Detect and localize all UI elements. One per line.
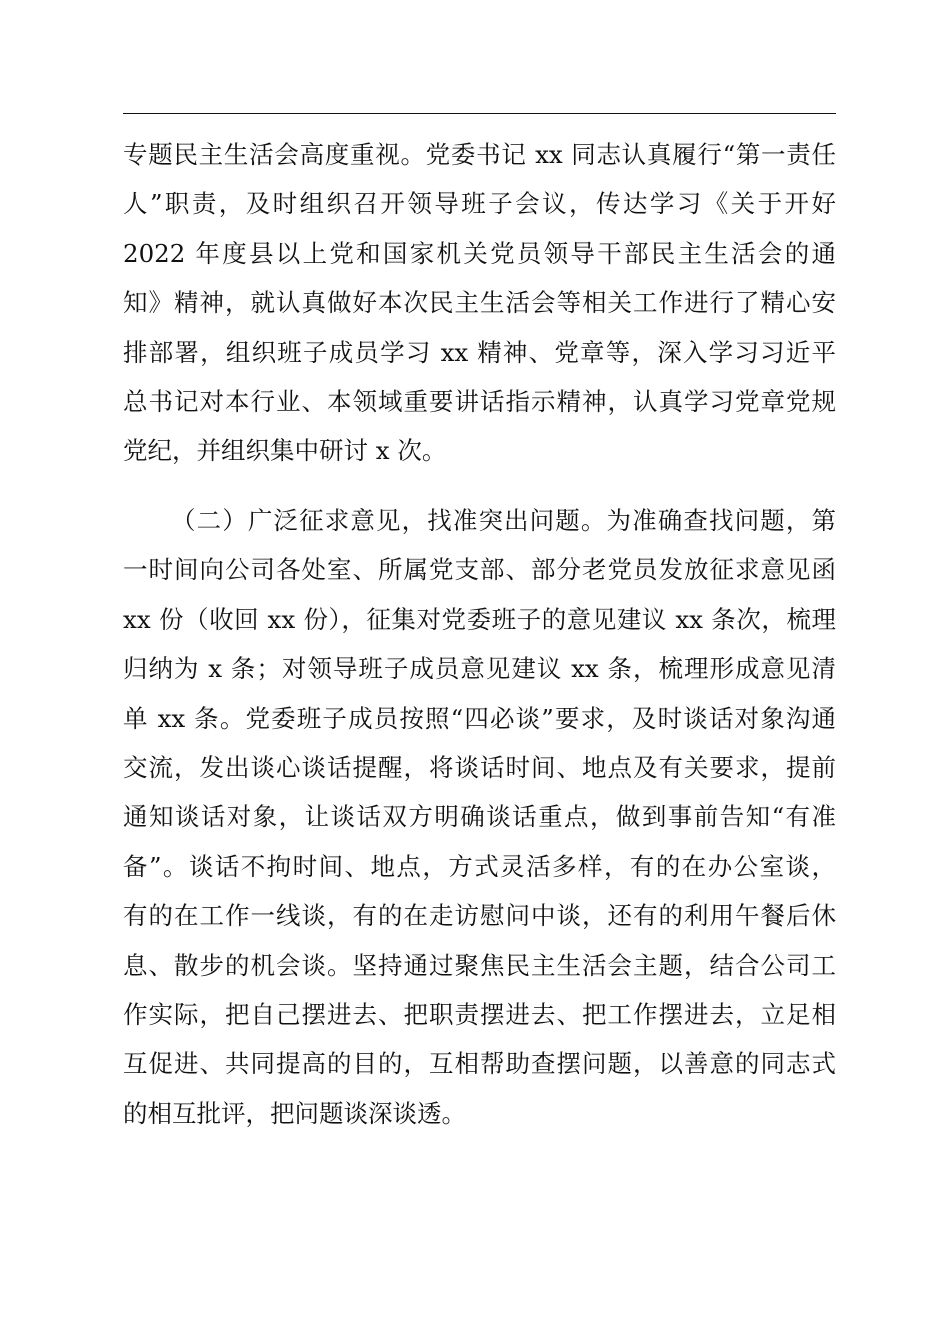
text-line: 单 xx 条。党委班子成员按照“四必谈”要求，及时谈话对象沟通 — [123, 703, 836, 733]
text-line: 通知谈话对象，让谈话双方明确谈话重点，做到事前告知“有准 — [123, 802, 836, 832]
text-line: 息、散步的机会谈。坚持通过聚焦民主生活会主题，结合公司工 — [123, 950, 836, 980]
text-line: 专题民主生活会高度重视。党委书记 xx 同志认真履行“第一责任 — [123, 140, 836, 169]
text-line: 归纳为 x 条；对领导班子成员意见建议 xx 条，梳理形成意见清 — [123, 654, 836, 684]
text-line: 的相互批评，把问题谈深谈透。 — [123, 1098, 466, 1128]
text-line: 备”。谈话不拘时间、地点，方式灵活多样，有的在办公室谈， — [123, 851, 836, 881]
paragraph-2 — [123, 496, 836, 1138]
text-line: 知》精神，就认真做好本次民主生活会等相关工作进行了精心安 — [123, 288, 836, 318]
text-line: 总书记对本行业、本领域重要讲话指示精神，认真学习党章党规 — [123, 386, 836, 416]
text-line: 党纪，并组织集中研讨 x 次。 — [123, 436, 447, 466]
text-line: 作实际，把自己摆进去、把职责摆进去、把工作摆进去，立足相 — [123, 999, 836, 1029]
text-line: 一时间向公司各处室、所属党支部、部分老党员发放征求意见函 — [123, 555, 836, 585]
text-line: xx 份（收回 xx 份），征集对党委班子的意见建议 xx 条次，梳理 — [123, 604, 836, 634]
paragraph-1 — [123, 130, 836, 476]
text-line: 互促进、共同提高的目的，互相帮助查摆问题，以善意的同志式 — [123, 1049, 836, 1079]
text-line: 2022 年度县以上党和国家机关党员领导干部民主生活会的通 — [123, 238, 836, 268]
text-line: 人”职责，及时组织召开领导班子会议，传达学习《关于开好 — [123, 189, 836, 219]
text-line: 排部署，组织班子成员学习 xx 精神、党章等，深入学习习近平 — [123, 337, 836, 367]
text-line: 有的在工作一线谈，有的在走访慰问中谈，还有的利用午餐后休 — [123, 901, 836, 931]
header-rule — [123, 113, 836, 114]
text-line: 交流，发出谈心谈话提醒，将谈话时间、地点及有关要求，提前 — [123, 752, 836, 782]
text-line: （二）广泛征求意见，找准突出问题。为准确查找问题，第 — [171, 506, 836, 535]
